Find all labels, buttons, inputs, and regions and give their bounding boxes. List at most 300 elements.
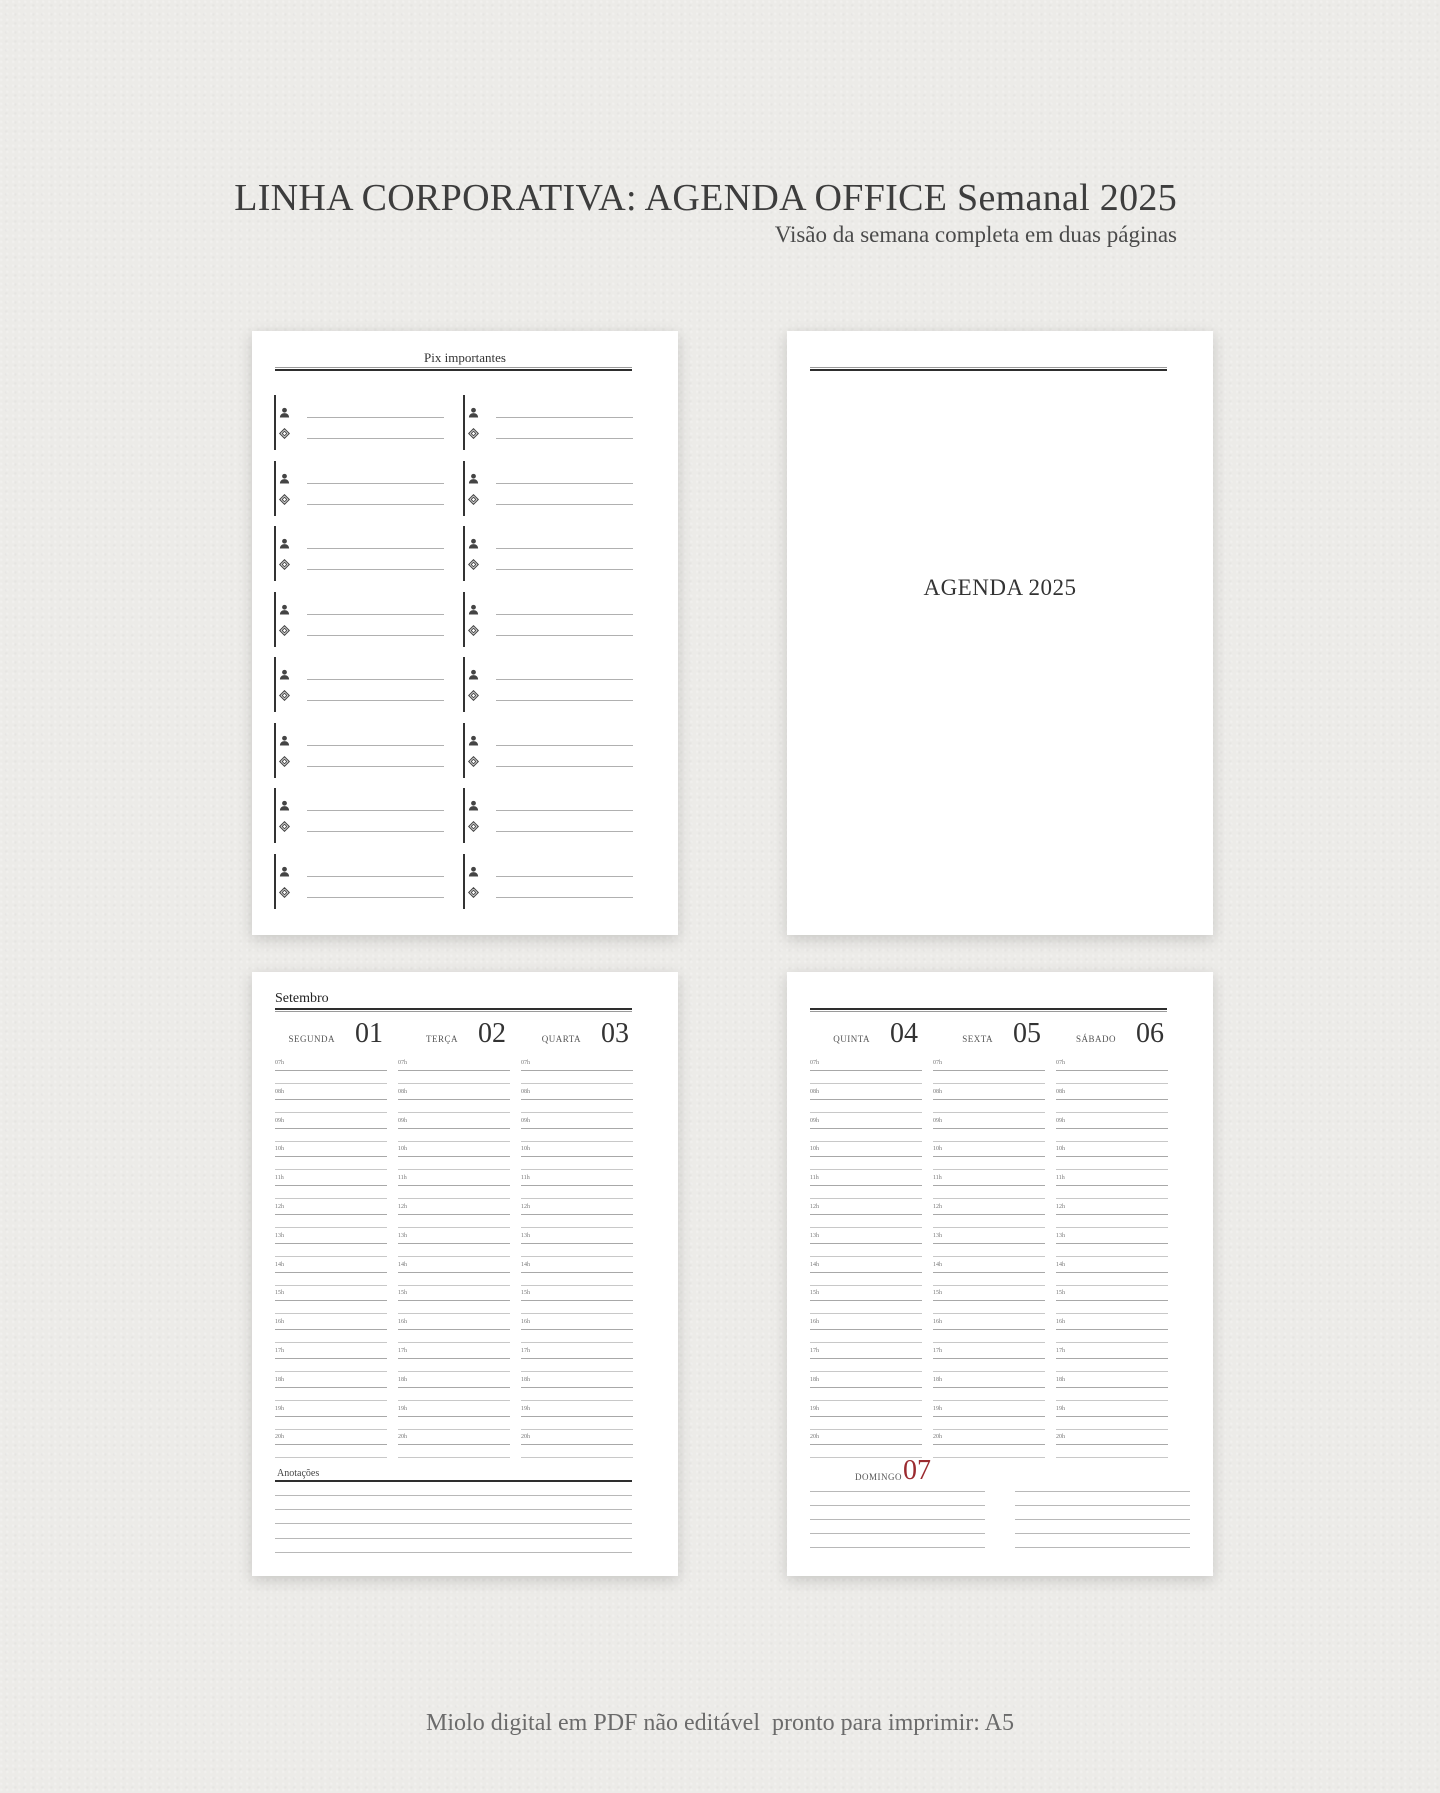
hour-slot (1056, 1319, 1168, 1348)
hour-slot (1056, 1204, 1168, 1233)
hour-slot (810, 1204, 922, 1233)
pix-entry-bar (274, 461, 276, 516)
hour-slot (521, 1290, 633, 1319)
hour-label: 18h (810, 1376, 819, 1383)
half-hour-line (1056, 1457, 1168, 1458)
hour-label: 15h (521, 1290, 530, 1297)
hour-line (275, 1358, 387, 1359)
half-hour-line (398, 1285, 510, 1286)
hour-slot (521, 1204, 633, 1233)
key-line (307, 831, 444, 832)
hour-slot (275, 1060, 387, 1089)
hour-label: 15h (810, 1290, 819, 1297)
half-hour-line (933, 1083, 1045, 1084)
hour-slot (398, 1175, 510, 1204)
person-icon (279, 798, 290, 809)
hour-line (933, 1185, 1045, 1186)
hour-label: 19h (521, 1405, 530, 1412)
hour-line (521, 1300, 633, 1301)
hour-label: 16h (398, 1319, 407, 1326)
hour-line (810, 1243, 922, 1244)
half-hour-line (933, 1169, 1045, 1170)
hour-slot (398, 1146, 510, 1175)
hour-line (810, 1128, 922, 1129)
hour-line (1056, 1444, 1168, 1445)
name-line (307, 679, 444, 680)
hour-slot (810, 1348, 922, 1377)
hour-slot (1056, 1434, 1168, 1463)
hour-label: 07h (398, 1060, 407, 1066)
hour-line (521, 1243, 633, 1244)
half-hour-line (1056, 1400, 1168, 1401)
hour-slot (398, 1406, 510, 1435)
hour-label: 20h (1056, 1434, 1065, 1441)
half-hour-line (933, 1227, 1045, 1228)
hour-slot (1056, 1146, 1168, 1175)
hour-line (810, 1329, 922, 1330)
hour-slot (275, 1377, 387, 1406)
hour-line (521, 1070, 633, 1071)
hour-slot (521, 1233, 633, 1262)
half-hour-line (398, 1198, 510, 1199)
hour-line (1056, 1300, 1168, 1301)
hour-line (1056, 1214, 1168, 1215)
person-icon (279, 602, 290, 613)
hour-line (810, 1272, 922, 1273)
hour-label: 16h (521, 1319, 530, 1326)
name-line (496, 548, 633, 549)
hour-slot (398, 1118, 510, 1147)
hour-line (275, 1214, 387, 1215)
hour-slot (398, 1434, 510, 1463)
hour-line (810, 1444, 922, 1445)
hour-slot (810, 1175, 922, 1204)
hour-line (521, 1099, 633, 1100)
half-hour-line (1056, 1429, 1168, 1430)
hour-label: 18h (398, 1376, 407, 1383)
hour-line (933, 1358, 1045, 1359)
half-hour-line (275, 1112, 387, 1113)
pix-entry (274, 788, 444, 843)
hour-line (521, 1128, 633, 1129)
person-icon (468, 471, 479, 482)
person-icon (468, 667, 479, 678)
month-label: Setembro (275, 991, 329, 1006)
sunday-name: DOMINGO (855, 1472, 902, 1482)
hour-line (398, 1329, 510, 1330)
hour-line (933, 1128, 1045, 1129)
hour-line (398, 1128, 510, 1129)
hour-label: 11h (521, 1175, 530, 1182)
hour-label: 10h (1056, 1146, 1065, 1153)
hour-label: 10h (810, 1146, 819, 1153)
pix-entry-bar (463, 395, 465, 450)
hour-label: 09h (1056, 1117, 1065, 1124)
hour-line (933, 1300, 1045, 1301)
hour-line (1056, 1387, 1168, 1388)
day-number: 02 (478, 1018, 506, 1049)
day-header (275, 1016, 393, 1050)
half-hour-line (933, 1112, 1045, 1113)
hour-slot (521, 1262, 633, 1291)
hour-label: 20h (275, 1434, 284, 1441)
hour-line (810, 1070, 922, 1071)
half-hour-line (398, 1083, 510, 1084)
hour-label: 08h (1056, 1088, 1065, 1095)
hour-label: 17h (398, 1348, 407, 1354)
half-hour-line (275, 1083, 387, 1084)
pix-key-icon (468, 426, 479, 437)
day-name: QUARTA (541, 1034, 581, 1044)
half-hour-line (810, 1400, 922, 1401)
person-icon (279, 864, 290, 875)
hour-slot (933, 1319, 1045, 1348)
hour-line (275, 1128, 387, 1129)
hour-label: 12h (810, 1204, 819, 1210)
cover-title: AGENDA 2025 (923, 575, 1077, 600)
half-hour-line (933, 1457, 1045, 1458)
pix-entry-bar (463, 854, 465, 909)
key-line (496, 831, 633, 832)
half-hour-line (810, 1141, 922, 1142)
half-hour-line (1056, 1285, 1168, 1286)
pix-key-icon (279, 623, 290, 634)
pix-key-icon (468, 819, 479, 830)
hour-slot (810, 1377, 922, 1406)
hour-line (521, 1358, 633, 1359)
half-hour-line (398, 1141, 510, 1142)
notes-line (275, 1523, 632, 1524)
hour-line (275, 1300, 387, 1301)
half-hour-line (1056, 1313, 1168, 1314)
hour-slot (810, 1319, 922, 1348)
hour-slot (521, 1319, 633, 1348)
hour-line (933, 1272, 1045, 1273)
half-hour-line (275, 1141, 387, 1142)
pix-entry (463, 657, 633, 712)
name-line (307, 745, 444, 746)
half-hour-line (398, 1169, 510, 1170)
hour-slot (398, 1089, 510, 1118)
half-hour-line (398, 1112, 510, 1113)
half-hour-line (810, 1285, 922, 1286)
key-line (496, 569, 633, 570)
hour-line (275, 1444, 387, 1445)
hour-line (933, 1099, 1045, 1100)
hour-slot (521, 1118, 633, 1147)
hour-line (521, 1387, 633, 1388)
hour-label: 14h (1056, 1261, 1065, 1268)
half-hour-line (810, 1112, 922, 1113)
name-line (496, 745, 633, 746)
hour-label: 13h (810, 1232, 819, 1239)
half-hour-line (398, 1429, 510, 1430)
half-hour-line (933, 1400, 1045, 1401)
hour-line (398, 1156, 510, 1157)
header-thin-rule (810, 367, 1167, 368)
hour-line (933, 1156, 1045, 1157)
hour-label: 12h (398, 1204, 407, 1210)
day-header (398, 1016, 516, 1050)
hour-label: 15h (398, 1290, 407, 1297)
key-line (307, 504, 444, 505)
key-line (307, 635, 444, 636)
hour-slot (933, 1118, 1045, 1147)
hour-line (521, 1329, 633, 1330)
hour-slot (398, 1204, 510, 1233)
hour-label: 10h (398, 1146, 407, 1153)
hour-label: 13h (933, 1232, 942, 1239)
half-hour-line (275, 1371, 387, 1372)
half-hour-line (275, 1457, 387, 1458)
name-line (307, 548, 444, 549)
key-line (496, 438, 633, 439)
pix-key-icon (468, 688, 479, 699)
name-line (496, 679, 633, 680)
pix-key-icon (468, 557, 479, 568)
hour-label: 08h (933, 1088, 942, 1095)
sunday-line (1015, 1533, 1190, 1534)
hour-line (275, 1185, 387, 1186)
day-name: SÁBADO (1075, 1034, 1116, 1044)
key-line (496, 700, 633, 701)
pix-entry (274, 854, 444, 909)
page-title: LINHA CORPORATIVA: AGENDA OFFICE Semanal 2025 (234, 177, 1177, 219)
half-hour-line (933, 1198, 1045, 1199)
hour-slot (810, 1089, 922, 1118)
half-hour-line (398, 1457, 510, 1458)
hour-label: 11h (933, 1175, 942, 1182)
person-icon (468, 602, 479, 613)
sunday-line (810, 1491, 985, 1492)
pix-entry-bar (463, 788, 465, 843)
pix-entry (463, 526, 633, 581)
person-icon (279, 405, 290, 416)
hour-slot (1056, 1348, 1168, 1377)
hour-slot (933, 1406, 1045, 1435)
half-hour-line (398, 1256, 510, 1257)
name-line (496, 876, 633, 877)
hour-label: 09h (521, 1117, 530, 1124)
half-hour-line (1056, 1227, 1168, 1228)
hour-line (398, 1070, 510, 1071)
hour-label: 19h (275, 1405, 284, 1412)
name-line (496, 614, 633, 615)
hour-label: 09h (398, 1117, 407, 1124)
hour-line (1056, 1358, 1168, 1359)
hour-slot (521, 1434, 633, 1463)
half-hour-line (398, 1313, 510, 1314)
hour-slot (933, 1377, 1045, 1406)
hour-line (275, 1243, 387, 1244)
hour-slot (1056, 1175, 1168, 1204)
hour-line (933, 1214, 1045, 1215)
half-hour-line (275, 1256, 387, 1257)
hour-line (275, 1416, 387, 1417)
key-line (307, 766, 444, 767)
week-right-page (787, 972, 1213, 1576)
pix-entry (463, 461, 633, 516)
pix-entry-bar (463, 461, 465, 516)
hour-slot (398, 1290, 510, 1319)
hour-label: 18h (521, 1376, 530, 1383)
hour-line (275, 1387, 387, 1388)
hour-label: 15h (1056, 1290, 1065, 1297)
hour-line (933, 1329, 1045, 1330)
hour-slot (1056, 1060, 1168, 1089)
sunday-line (810, 1505, 985, 1506)
sunday-number: 07 (903, 1455, 931, 1486)
notes-line (275, 1495, 632, 1496)
half-hour-line (398, 1227, 510, 1228)
hour-slot (398, 1319, 510, 1348)
hour-line (810, 1387, 922, 1388)
hour-slot (810, 1290, 922, 1319)
hour-label: 15h (933, 1290, 942, 1297)
half-hour-line (521, 1457, 633, 1458)
hour-label: 17h (810, 1348, 819, 1354)
half-hour-line (398, 1400, 510, 1401)
hour-slot (810, 1233, 922, 1262)
pix-entry-bar (274, 395, 276, 450)
hour-line (398, 1272, 510, 1273)
half-hour-line (1056, 1112, 1168, 1113)
hour-line (810, 1185, 922, 1186)
half-hour-line (1056, 1256, 1168, 1257)
hour-slot (1056, 1118, 1168, 1147)
hour-label: 19h (1056, 1405, 1065, 1412)
hour-label: 10h (275, 1146, 284, 1153)
key-line (307, 438, 444, 439)
hour-line (275, 1070, 387, 1071)
hour-line (1056, 1272, 1168, 1273)
day-header (1056, 1016, 1174, 1050)
pix-entry (274, 723, 444, 778)
hour-slot (275, 1348, 387, 1377)
hour-label: 20h (521, 1434, 530, 1441)
day-number: 04 (890, 1018, 918, 1049)
pix-key-icon (468, 623, 479, 634)
sunday-line (1015, 1491, 1190, 1492)
half-hour-line (521, 1112, 633, 1113)
hour-label: 16h (810, 1319, 819, 1326)
hour-slot (933, 1060, 1045, 1089)
half-hour-line (275, 1313, 387, 1314)
hour-line (1056, 1128, 1168, 1129)
hour-label: 16h (1056, 1319, 1065, 1326)
half-hour-line (521, 1313, 633, 1314)
hour-slot (398, 1262, 510, 1291)
pix-key-icon (468, 492, 479, 503)
header-thin-rule (275, 367, 632, 368)
hour-line (398, 1387, 510, 1388)
sunday-line (1015, 1519, 1190, 1520)
header-thick-rule (810, 369, 1167, 371)
half-hour-line (275, 1429, 387, 1430)
sunday-line (1015, 1505, 1190, 1506)
hour-line (521, 1444, 633, 1445)
hour-label: 08h (398, 1088, 407, 1095)
hour-line (398, 1416, 510, 1417)
hour-slot (275, 1434, 387, 1463)
notes-rule (275, 1480, 632, 1482)
hour-slot (1056, 1089, 1168, 1118)
hour-label: 16h (933, 1319, 942, 1326)
hour-line (1056, 1099, 1168, 1100)
pix-entry-bar (463, 657, 465, 712)
pix-entry-bar (274, 526, 276, 581)
hour-slot (275, 1319, 387, 1348)
name-line (496, 810, 633, 811)
day-number: 05 (1013, 1018, 1041, 1049)
hour-label: 18h (933, 1376, 942, 1383)
hour-label: 11h (1056, 1175, 1065, 1182)
half-hour-line (810, 1256, 922, 1257)
hour-line (1056, 1156, 1168, 1157)
person-icon (279, 471, 290, 482)
day-header (810, 1016, 928, 1050)
header-thick-rule (810, 1008, 1167, 1010)
header-thick-rule (275, 1008, 632, 1010)
hour-slot (275, 1089, 387, 1118)
hour-label: 15h (275, 1290, 284, 1297)
person-icon (468, 536, 479, 547)
day-name: SEGUNDA (288, 1034, 335, 1044)
half-hour-line (521, 1285, 633, 1286)
hour-line (933, 1387, 1045, 1388)
pix-entry-bar (274, 592, 276, 647)
name-line (496, 483, 633, 484)
notes-line (275, 1552, 632, 1553)
half-hour-line (521, 1227, 633, 1228)
name-line (307, 614, 444, 615)
hour-line (521, 1156, 633, 1157)
pix-entry (463, 723, 633, 778)
pix-entry (274, 395, 444, 450)
hour-label: 08h (275, 1088, 284, 1095)
half-hour-line (521, 1198, 633, 1199)
half-hour-line (1056, 1198, 1168, 1199)
hour-slot (521, 1377, 633, 1406)
pix-key-icon (468, 885, 479, 896)
pix-entry-bar (463, 526, 465, 581)
hour-label: 20h (933, 1434, 942, 1441)
hour-line (1056, 1416, 1168, 1417)
person-icon (279, 667, 290, 678)
hour-label: 08h (521, 1088, 530, 1095)
hour-line (398, 1300, 510, 1301)
person-icon (468, 405, 479, 416)
hour-line (810, 1099, 922, 1100)
pix-entry-bar (463, 723, 465, 778)
hour-label: 14h (398, 1261, 407, 1268)
hour-slot (398, 1348, 510, 1377)
hour-slot (933, 1204, 1045, 1233)
header-thick-rule (275, 369, 632, 371)
hour-line (521, 1185, 633, 1186)
hour-label: 17h (521, 1348, 530, 1354)
hour-slot (933, 1348, 1045, 1377)
hour-label: 13h (398, 1232, 407, 1239)
person-icon (468, 864, 479, 875)
hour-label: 17h (1056, 1348, 1065, 1354)
hour-slot (810, 1060, 922, 1089)
hour-line (398, 1185, 510, 1186)
half-hour-line (521, 1342, 633, 1343)
pix-key-icon (468, 754, 479, 765)
pix-heading: Pix importantes (424, 350, 506, 365)
hour-line (810, 1416, 922, 1417)
